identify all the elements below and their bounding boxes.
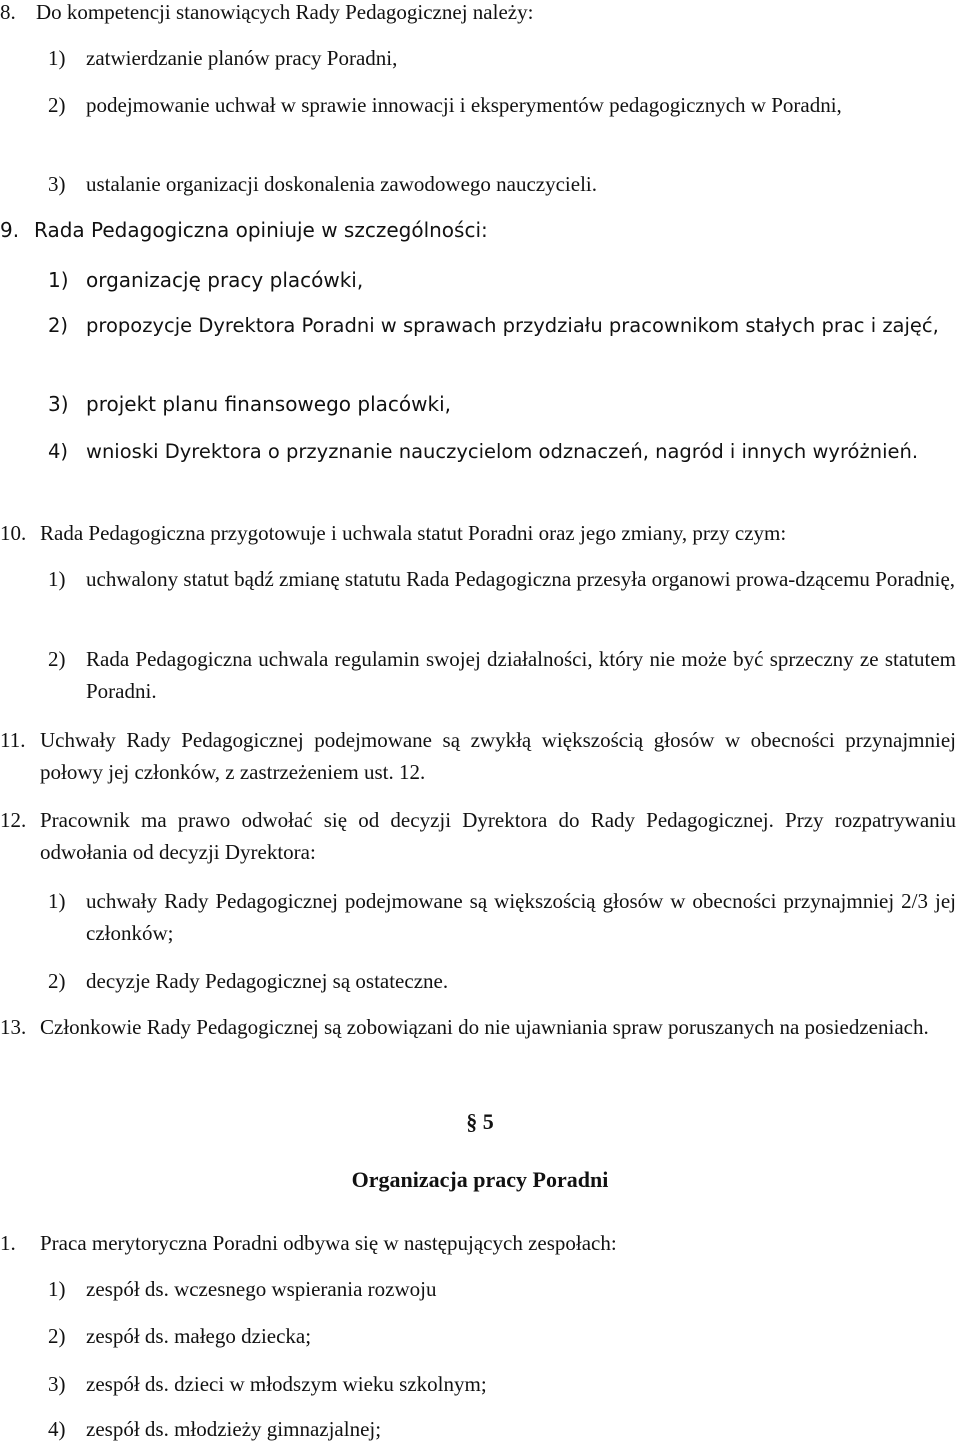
list-item: 3) zespół ds. dzieci w młodszym wieku szkolnym; [48,1372,487,1396]
paragraph-number: 1. [0,1231,16,1255]
section-paragraph-1 [0,1227,956,1259]
list-item: 1) zespół ds. wczesnego wspierania rozwoju [48,1277,437,1301]
paragraph-text: Pracownik ma prawo odwołać się od decyzji Dyrektora do Rady Pedagogicznej. Przy rozpatrywaniu odwołania od decyzji Dyrektora: [40,808,956,864]
list-item: 4) wnioski Dyrektora o przyznanie nauczycielom odznaczeń, nagród i innych wyróżnień. [48,440,919,463]
paragraph-11 [0,724,956,788]
paragraph-text: Praca merytoryczna Poradni odbywa się w następujących zespołach: [40,1231,617,1255]
list-item: 1) uchwalony statut bądź zmianę statutu Rada Pedagogiczna przesyła organowi prowa-dzącemu Poradnię, [48,567,956,591]
list-item: 2) podejmowanie uchwał w sprawie innowacji i eksperymentów pedagogicznych w Poradni, [48,93,842,117]
list-item: 1) zatwierdzanie planów pracy Poradni, [48,46,398,70]
paragraph-text: Do kompetencji stanowiących Rady Pedagogicznej należy: [36,0,534,24]
list-item: 1) uchwały Rady Pedagogicznej podejmowane są większością głosów w obecności przynajmniej 2/3 jej członków; [48,889,956,945]
paragraph-number: 10. [0,521,27,545]
paragraph-text: Uchwały Rady Pedagogicznej podejmowane są zwykłą większością głosów w obecności przynajmniej połowy jej członków, z zastrzeżeniem ust. 12. [40,728,956,784]
list-item: 2) decyzje Rady Pedagogicznej są ostateczne. [48,969,449,993]
paragraph-13 [0,1011,956,1043]
list-item: 1) organizację pracy placówki, [48,268,364,292]
paragraph-text: Rada Pedagogiczna przygotowuje i uchwala statut Poradni oraz jego zmiany, przy czym: [40,521,787,545]
paragraph-8 [0,0,950,28]
paragraph-number: 13. [0,1015,27,1039]
list-item: 3) projekt planu finansowego placówki, [48,392,451,416]
paragraph-9 [0,214,950,246]
paragraph-number: 9. [0,218,20,242]
paragraph-number: 11. [0,728,26,752]
section-symbol: § 5 [466,1109,494,1134]
list-item: 2) Rada Pedagogiczna uchwala regulamin swojej działalności, który nie może być sprzeczny ze statutem Poradni. [48,647,956,703]
paragraph-text: Członkowie Rady Pedagogicznej są zobowiązani do nie ujawniania spraw poruszanych na posiedzeniach. [40,1015,929,1039]
list-item: 2) propozycje Dyrektora Poradni w sprawach przydziału pracownikom stałych prac i zajęć, [48,314,939,337]
paragraph-text: Rada Pedagogiczna opiniuje w szczególności: [34,218,488,242]
paragraph-number: 8. [0,0,16,24]
paragraph-12 [0,804,956,868]
list-item: 3) ustalanie organizacji doskonalenia zawodowego nauczycieli. [48,172,597,196]
list-item: 4) zespół ds. młodzieży gimnazjalnej; [48,1417,382,1441]
paragraph-10 [0,517,956,549]
paragraph-number: 12. [0,808,27,832]
list-item: 2) zespół ds. małego dziecka; [48,1324,312,1348]
section-title: Organizacja pracy Poradni [351,1167,609,1192]
